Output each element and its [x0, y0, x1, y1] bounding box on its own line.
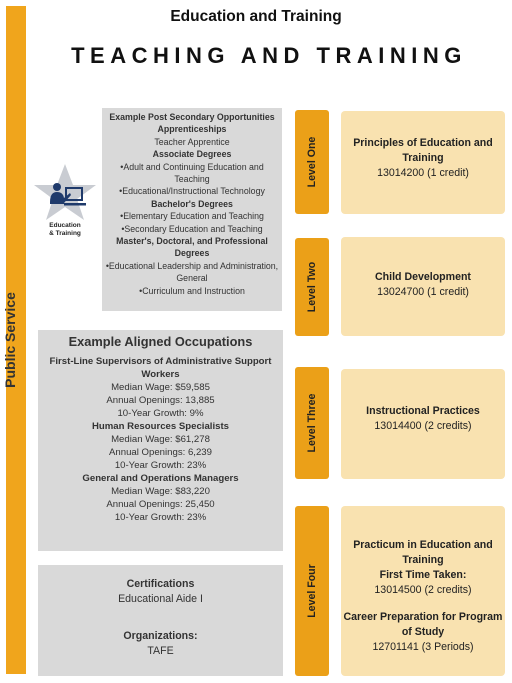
occupation-item	[42, 420, 279, 472]
occupation-wage: Median Wage: $83,220	[111, 486, 210, 497]
organizations-heading: Organizations:	[123, 630, 198, 642]
occupation-name: Human Resources Specialists	[91, 421, 230, 432]
level-two-tab	[295, 238, 329, 336]
occupation-growth: 10-Year Growth: 23%	[114, 460, 207, 471]
occupation-name: General and Operations Managers	[82, 473, 239, 484]
bachelor-heading: Bachelor's Degrees	[151, 198, 233, 209]
occupation-openings: Annual Openings: 25,450	[106, 499, 215, 510]
bachelor-item: •Elementary Education and Teaching	[120, 211, 264, 222]
certifications-box	[38, 565, 283, 676]
public-service-label: Public Service	[2, 292, 18, 388]
occupation-openings: Annual Openings: 6,239	[109, 447, 212, 458]
cluster-title: TEACHING AND TRAINING	[71, 43, 467, 68]
level-one-label: Level One	[306, 136, 318, 188]
apprenticeships-heading: Apprenticeships	[157, 124, 227, 135]
apprentice-item: Teacher Apprentice	[154, 136, 230, 147]
occupation-openings: Annual Openings: 13,885	[106, 395, 215, 406]
master-item: •Curriculum and Instruction	[139, 285, 245, 296]
postsecondary-heading: Example Post Secondary Opportunities	[109, 112, 275, 122]
occupations-box	[38, 330, 283, 551]
logo-text-line2: & Training	[49, 230, 81, 237]
course-name: Principles of Education and Training	[353, 137, 493, 164]
level-one-tab	[295, 110, 329, 214]
course-name: Instructional Practices	[366, 405, 480, 417]
first-time-taken-label: First Time Taken:	[379, 569, 467, 581]
course-code: 13014200 (1 credit)	[377, 167, 469, 179]
associate-item: •Educational/Instructional Technology	[119, 186, 265, 197]
associate-item: •Adult and Continuing Education and Teaching	[120, 161, 264, 185]
level-four-tab	[295, 506, 329, 676]
level-two-label: Level Two	[306, 261, 318, 313]
occupation-growth: 10-Year Growth: 23%	[114, 512, 207, 523]
level-three-course-box	[341, 369, 505, 479]
occupation-item	[42, 355, 279, 420]
course-name: Career Preparation for Program of Study	[343, 611, 503, 638]
course-name: Child Development	[375, 271, 471, 283]
course-code: 12701141 (3 Periods)	[372, 641, 474, 653]
course-code: 13014500 (2 credits)	[374, 584, 472, 596]
logo-text	[30, 222, 100, 238]
postsecondary-box	[102, 108, 282, 311]
teacher-star-icon	[30, 162, 100, 222]
occupation-item	[42, 472, 279, 524]
level-one-course-box	[341, 111, 505, 214]
certifications-heading: Certifications	[126, 578, 195, 590]
organization-value: TAFE	[147, 645, 174, 657]
level-four-label: Level Four	[306, 564, 318, 618]
level-two-course-box	[341, 237, 505, 336]
occupation-wage: Median Wage: $59,585	[111, 382, 210, 393]
course-name: Practicum in Education and Training	[353, 539, 493, 566]
bachelor-item: •Secondary Education and Teaching	[121, 223, 263, 234]
occupation-wage: Median Wage: $61,278	[111, 434, 210, 445]
occupation-name: First-Line Supervisors of Administrative Support Workers	[49, 356, 272, 380]
certification-value: Educational Aide I	[118, 593, 203, 605]
master-heading: Master's, Doctoral, and Professional Degrees	[116, 236, 268, 259]
course-code: 13024700 (1 credit)	[377, 286, 469, 298]
occupation-growth: 10-Year Growth: 9%	[117, 408, 204, 419]
page-title: Education and Training	[170, 8, 342, 25]
master-item: •Educational Leadership and Administration, General	[105, 260, 279, 284]
course-code: 13014400 (2 credits)	[374, 420, 472, 432]
occupations-title: Example Aligned Occupations	[68, 334, 253, 349]
level-three-label: Level Three	[306, 393, 318, 453]
associate-heading: Associate Degrees	[152, 149, 232, 160]
level-three-tab	[295, 367, 329, 479]
logo-text-line1: Education	[49, 222, 81, 229]
level-four-course-box	[341, 506, 505, 676]
